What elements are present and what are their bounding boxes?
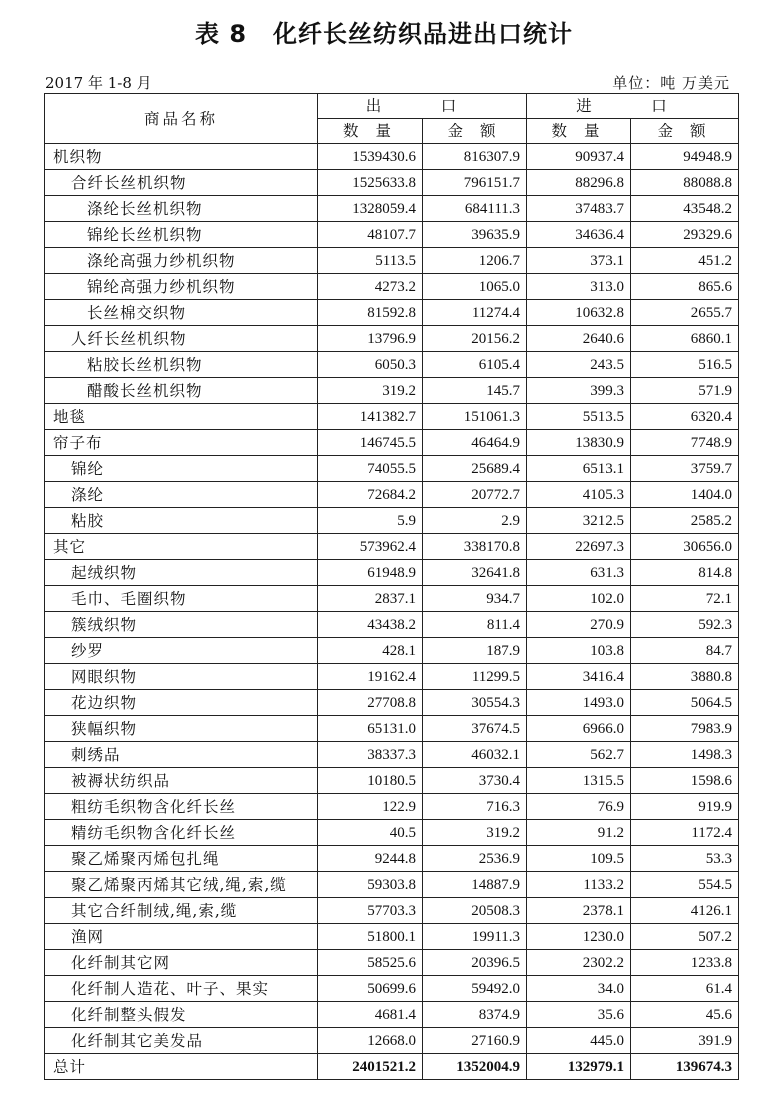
commodity-name-cell: 毛巾、毛圈织物 xyxy=(45,586,318,612)
import-amount-cell: 84.7 xyxy=(631,638,739,664)
table-row xyxy=(45,300,739,326)
import-quantity-cell: 88296.8 xyxy=(527,170,631,196)
export-amount-cell: 3730.4 xyxy=(423,768,527,794)
import-amount-cell: 53.3 xyxy=(631,846,739,872)
export-quantity-cell: 4681.4 xyxy=(318,1002,423,1028)
table-header xyxy=(45,94,739,144)
export-amount-cell: 20396.5 xyxy=(423,950,527,976)
import-quantity-cell: 13830.9 xyxy=(527,430,631,456)
import-amount-cell: 61.4 xyxy=(631,976,739,1002)
import-quantity-cell: 6966.0 xyxy=(527,716,631,742)
import-amount-cell: 29329.6 xyxy=(631,222,739,248)
commodity-name-cell: 纱罗 xyxy=(45,638,318,664)
export-quantity-cell: 48107.7 xyxy=(318,222,423,248)
commodity-name-cell: 粘胶长丝机织物 xyxy=(45,352,318,378)
table-number: 表 8 xyxy=(194,20,248,48)
import-quantity-cell: 1315.5 xyxy=(527,768,631,794)
export-quantity-cell: 38337.3 xyxy=(318,742,423,768)
import-quantity-cell: 1493.0 xyxy=(527,690,631,716)
export-amount-cell: 25689.4 xyxy=(423,456,527,482)
import-quantity-cell: 103.8 xyxy=(527,638,631,664)
export-amount-cell: 46464.9 xyxy=(423,430,527,456)
table-row xyxy=(45,586,739,612)
export-amount-cell: 20156.2 xyxy=(423,326,527,352)
table-row xyxy=(45,664,739,690)
commodity-name-cell: 化纤制其它网 xyxy=(45,950,318,976)
export-quantity-cell: 9244.8 xyxy=(318,846,423,872)
import-quantity-cell: 243.5 xyxy=(527,352,631,378)
table-row xyxy=(45,690,739,716)
table-row xyxy=(45,846,739,872)
import-quantity-cell: 34636.4 xyxy=(527,222,631,248)
export-amount-cell: 27160.9 xyxy=(423,1028,527,1054)
export-amount-cell: 8374.9 xyxy=(423,1002,527,1028)
import-quantity-cell: 3416.4 xyxy=(527,664,631,690)
import-amount-cell: 919.9 xyxy=(631,794,739,820)
import-amount-cell: 814.8 xyxy=(631,560,739,586)
total-row xyxy=(45,1054,739,1080)
commodity-name-cell: 长丝棉交织物 xyxy=(45,300,318,326)
import-amount-cell: 7748.9 xyxy=(631,430,739,456)
export-amount-cell: 11299.5 xyxy=(423,664,527,690)
commodity-name-cell: 其它合纤制绒,绳,索,缆 xyxy=(45,898,318,924)
header-import-quantity: 数 量 xyxy=(527,119,631,144)
table-row xyxy=(45,716,739,742)
import-quantity-cell: 35.6 xyxy=(527,1002,631,1028)
commodity-name-cell: 聚乙烯聚丙烯其它绒,绳,索,缆 xyxy=(45,872,318,898)
commodity-name-cell: 粗纺毛织物含化纤长丝 xyxy=(45,794,318,820)
commodity-name-cell: 总计 xyxy=(45,1054,318,1080)
export-quantity-cell: 43438.2 xyxy=(318,612,423,638)
commodity-name-cell: 锦纶高强力纱机织物 xyxy=(45,274,318,300)
trade-statistics-table xyxy=(44,93,739,1080)
import-quantity-cell: 91.2 xyxy=(527,820,631,846)
export-quantity-cell: 573962.4 xyxy=(318,534,423,560)
table-row xyxy=(45,560,739,586)
unit-label: 单位：吨 万美元 xyxy=(612,74,730,92)
export-amount-cell: 37674.5 xyxy=(423,716,527,742)
table-row xyxy=(45,924,739,950)
import-quantity-cell: 631.3 xyxy=(527,560,631,586)
table-row xyxy=(45,820,739,846)
export-quantity-cell: 19162.4 xyxy=(318,664,423,690)
import-quantity-cell: 76.9 xyxy=(527,794,631,820)
export-quantity-cell: 57703.3 xyxy=(318,898,423,924)
commodity-name-cell: 帘子布 xyxy=(45,430,318,456)
commodity-name-cell: 涤纶高强力纱机织物 xyxy=(45,248,318,274)
export-amount-cell: 20508.3 xyxy=(423,898,527,924)
commodity-name-cell: 锦纶 xyxy=(45,456,318,482)
table-row xyxy=(45,170,739,196)
export-quantity-cell: 5.9 xyxy=(318,508,423,534)
export-quantity-cell: 1539430.6 xyxy=(318,144,423,170)
header-export: 出 口 xyxy=(318,94,527,119)
export-amount-cell: 2.9 xyxy=(423,508,527,534)
import-amount-cell: 7983.9 xyxy=(631,716,739,742)
import-quantity-cell: 2640.6 xyxy=(527,326,631,352)
commodity-name-cell: 化纤制整头假发 xyxy=(45,1002,318,1028)
table-row xyxy=(45,794,739,820)
commodity-name-cell: 网眼织物 xyxy=(45,664,318,690)
export-amount-cell: 14887.9 xyxy=(423,872,527,898)
table-row xyxy=(45,144,739,170)
export-quantity-cell: 58525.6 xyxy=(318,950,423,976)
import-amount-cell: 507.2 xyxy=(631,924,739,950)
import-amount-cell: 94948.9 xyxy=(631,144,739,170)
export-amount-cell: 338170.8 xyxy=(423,534,527,560)
table-row xyxy=(45,742,739,768)
export-quantity-cell: 1525633.8 xyxy=(318,170,423,196)
import-quantity-cell: 1230.0 xyxy=(527,924,631,950)
table-row xyxy=(45,612,739,638)
commodity-name-cell: 起绒织物 xyxy=(45,560,318,586)
commodity-name-cell: 锦纶长丝机织物 xyxy=(45,222,318,248)
export-amount-cell: 684111.3 xyxy=(423,196,527,222)
export-quantity-cell: 65131.0 xyxy=(318,716,423,742)
export-amount-cell: 811.4 xyxy=(423,612,527,638)
import-amount-cell: 571.9 xyxy=(631,378,739,404)
header-export-amount: 金 额 xyxy=(423,119,527,144)
export-quantity-cell: 74055.5 xyxy=(318,456,423,482)
table-row xyxy=(45,768,739,794)
import-quantity-cell: 2302.2 xyxy=(527,950,631,976)
import-quantity-cell: 10632.8 xyxy=(527,300,631,326)
export-quantity-cell: 141382.7 xyxy=(318,404,423,430)
import-quantity-cell: 102.0 xyxy=(527,586,631,612)
export-amount-cell: 20772.7 xyxy=(423,482,527,508)
export-amount-cell: 1065.0 xyxy=(423,274,527,300)
import-quantity-cell: 37483.7 xyxy=(527,196,631,222)
import-quantity-cell: 270.9 xyxy=(527,612,631,638)
import-quantity-cell: 1133.2 xyxy=(527,872,631,898)
commodity-name-cell: 精纺毛织物含化纤长丝 xyxy=(45,820,318,846)
table-row xyxy=(45,976,739,1002)
export-amount-cell: 151061.3 xyxy=(423,404,527,430)
import-quantity-cell: 445.0 xyxy=(527,1028,631,1054)
export-amount-cell: 796151.7 xyxy=(423,170,527,196)
import-amount-cell: 139674.3 xyxy=(631,1054,739,1080)
import-quantity-cell: 109.5 xyxy=(527,846,631,872)
commodity-name-cell: 涤纶 xyxy=(45,482,318,508)
header-commodity-name: 商品名称 xyxy=(45,94,318,144)
export-amount-cell: 816307.9 xyxy=(423,144,527,170)
export-quantity-cell: 81592.8 xyxy=(318,300,423,326)
table-title: 化纤长丝纺织品进出口统计 xyxy=(273,20,574,48)
export-quantity-cell: 13796.9 xyxy=(318,326,423,352)
export-quantity-cell: 50699.6 xyxy=(318,976,423,1002)
commodity-name-cell: 人纤长丝机织物 xyxy=(45,326,318,352)
import-quantity-cell: 2378.1 xyxy=(527,898,631,924)
commodity-name-cell: 醋酸长丝机织物 xyxy=(45,378,318,404)
table-row xyxy=(45,1028,739,1054)
export-quantity-cell: 61948.9 xyxy=(318,560,423,586)
import-amount-cell: 6860.1 xyxy=(631,326,739,352)
export-quantity-cell: 5113.5 xyxy=(318,248,423,274)
import-amount-cell: 451.2 xyxy=(631,248,739,274)
commodity-name-cell: 机织物 xyxy=(45,144,318,170)
table-row xyxy=(45,950,739,976)
table-row xyxy=(45,872,739,898)
period-label: 2017 年 1-8 月 xyxy=(45,74,152,92)
table-row xyxy=(45,508,739,534)
table-row xyxy=(45,898,739,924)
table-row xyxy=(45,638,739,664)
table-row xyxy=(45,430,739,456)
export-quantity-cell: 6050.3 xyxy=(318,352,423,378)
import-amount-cell: 2655.7 xyxy=(631,300,739,326)
import-amount-cell: 1404.0 xyxy=(631,482,739,508)
export-quantity-cell: 72684.2 xyxy=(318,482,423,508)
export-quantity-cell: 12668.0 xyxy=(318,1028,423,1054)
commodity-name-cell: 涤纶长丝机织物 xyxy=(45,196,318,222)
import-amount-cell: 4126.1 xyxy=(631,898,739,924)
commodity-name-cell: 地毯 xyxy=(45,404,318,430)
export-amount-cell: 716.3 xyxy=(423,794,527,820)
table-row xyxy=(45,352,739,378)
commodity-name-cell: 渔网 xyxy=(45,924,318,950)
import-amount-cell: 3759.7 xyxy=(631,456,739,482)
export-amount-cell: 145.7 xyxy=(423,378,527,404)
table-row xyxy=(45,456,739,482)
import-quantity-cell: 132979.1 xyxy=(527,1054,631,1080)
import-amount-cell: 2585.2 xyxy=(631,508,739,534)
export-quantity-cell: 146745.5 xyxy=(318,430,423,456)
table-row xyxy=(45,196,739,222)
table-row xyxy=(45,1002,739,1028)
commodity-name-cell: 粘胶 xyxy=(45,508,318,534)
commodity-name-cell: 簇绒织物 xyxy=(45,612,318,638)
export-amount-cell: 32641.8 xyxy=(423,560,527,586)
import-quantity-cell: 3212.5 xyxy=(527,508,631,534)
header-import: 进 口 xyxy=(527,94,739,119)
import-amount-cell: 5064.5 xyxy=(631,690,739,716)
commodity-name-cell: 化纤制人造花、叶子、果实 xyxy=(45,976,318,1002)
import-amount-cell: 1598.6 xyxy=(631,768,739,794)
export-quantity-cell: 10180.5 xyxy=(318,768,423,794)
table-row xyxy=(45,482,739,508)
import-quantity-cell: 22697.3 xyxy=(527,534,631,560)
commodity-name-cell: 聚乙烯聚丙烯包扎绳 xyxy=(45,846,318,872)
header-import-amount: 金 额 xyxy=(631,119,739,144)
export-amount-cell: 19911.3 xyxy=(423,924,527,950)
export-quantity-cell: 4273.2 xyxy=(318,274,423,300)
table-row xyxy=(45,378,739,404)
table-body xyxy=(45,144,739,1080)
export-amount-cell: 46032.1 xyxy=(423,742,527,768)
page-title xyxy=(0,14,768,49)
table-row xyxy=(45,274,739,300)
commodity-name-cell: 化纤制其它美发品 xyxy=(45,1028,318,1054)
export-quantity-cell: 428.1 xyxy=(318,638,423,664)
import-amount-cell: 30656.0 xyxy=(631,534,739,560)
import-amount-cell: 391.9 xyxy=(631,1028,739,1054)
export-amount-cell: 11274.4 xyxy=(423,300,527,326)
import-quantity-cell: 4105.3 xyxy=(527,482,631,508)
import-amount-cell: 6320.4 xyxy=(631,404,739,430)
export-amount-cell: 2536.9 xyxy=(423,846,527,872)
table-row xyxy=(45,248,739,274)
export-amount-cell: 59492.0 xyxy=(423,976,527,1002)
header-export-quantity: 数 量 xyxy=(318,119,423,144)
import-amount-cell: 865.6 xyxy=(631,274,739,300)
export-quantity-cell: 2837.1 xyxy=(318,586,423,612)
commodity-name-cell: 花边织物 xyxy=(45,690,318,716)
import-amount-cell: 592.3 xyxy=(631,612,739,638)
table-row xyxy=(45,326,739,352)
export-quantity-cell: 2401521.2 xyxy=(318,1054,423,1080)
import-amount-cell: 43548.2 xyxy=(631,196,739,222)
import-amount-cell: 1498.3 xyxy=(631,742,739,768)
import-amount-cell: 1233.8 xyxy=(631,950,739,976)
export-quantity-cell: 1328059.4 xyxy=(318,196,423,222)
export-quantity-cell: 40.5 xyxy=(318,820,423,846)
export-amount-cell: 1206.7 xyxy=(423,248,527,274)
export-quantity-cell: 27708.8 xyxy=(318,690,423,716)
import-amount-cell: 516.5 xyxy=(631,352,739,378)
commodity-name-cell: 合纤长丝机织物 xyxy=(45,170,318,196)
import-amount-cell: 554.5 xyxy=(631,872,739,898)
table-row xyxy=(45,404,739,430)
import-amount-cell: 1172.4 xyxy=(631,820,739,846)
import-quantity-cell: 313.0 xyxy=(527,274,631,300)
export-amount-cell: 1352004.9 xyxy=(423,1054,527,1080)
import-quantity-cell: 562.7 xyxy=(527,742,631,768)
export-amount-cell: 6105.4 xyxy=(423,352,527,378)
commodity-name-cell: 其它 xyxy=(45,534,318,560)
export-quantity-cell: 59303.8 xyxy=(318,872,423,898)
import-quantity-cell: 34.0 xyxy=(527,976,631,1002)
import-amount-cell: 72.1 xyxy=(631,586,739,612)
commodity-name-cell: 刺绣品 xyxy=(45,742,318,768)
import-quantity-cell: 5513.5 xyxy=(527,404,631,430)
import-amount-cell: 3880.8 xyxy=(631,664,739,690)
export-amount-cell: 319.2 xyxy=(423,820,527,846)
import-quantity-cell: 90937.4 xyxy=(527,144,631,170)
commodity-name-cell: 狭幅织物 xyxy=(45,716,318,742)
export-quantity-cell: 319.2 xyxy=(318,378,423,404)
table-row xyxy=(45,534,739,560)
table-row xyxy=(45,222,739,248)
import-quantity-cell: 373.1 xyxy=(527,248,631,274)
export-amount-cell: 187.9 xyxy=(423,638,527,664)
import-quantity-cell: 6513.1 xyxy=(527,456,631,482)
commodity-name-cell: 被褥状纺织品 xyxy=(45,768,318,794)
export-amount-cell: 30554.3 xyxy=(423,690,527,716)
import-amount-cell: 45.6 xyxy=(631,1002,739,1028)
export-quantity-cell: 122.9 xyxy=(318,794,423,820)
export-amount-cell: 934.7 xyxy=(423,586,527,612)
import-amount-cell: 88088.8 xyxy=(631,170,739,196)
export-quantity-cell: 51800.1 xyxy=(318,924,423,950)
import-quantity-cell: 399.3 xyxy=(527,378,631,404)
export-amount-cell: 39635.9 xyxy=(423,222,527,248)
